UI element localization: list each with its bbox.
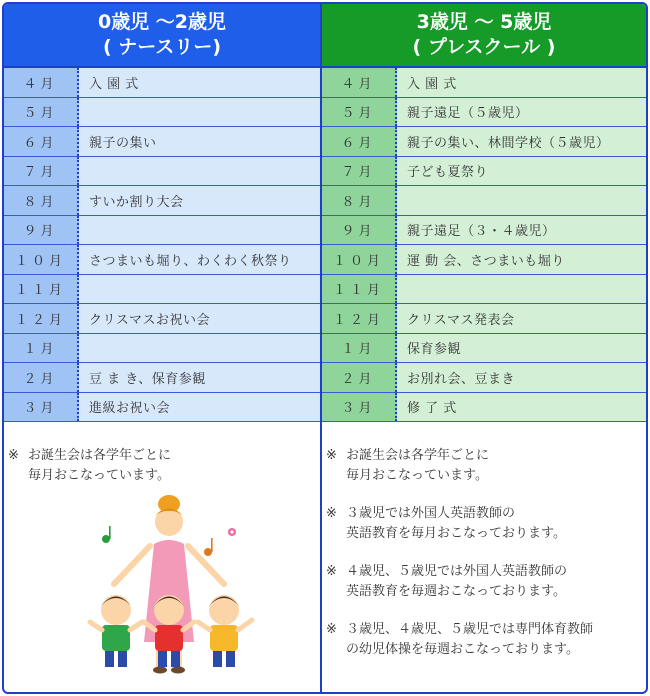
note-line: 英語教育を毎週おこなっております。	[346, 584, 566, 599]
month-row	[322, 68, 646, 98]
month-row	[4, 157, 320, 187]
preschool-month-rows	[322, 68, 646, 422]
event-text	[79, 334, 320, 363]
nursery-subtitle: ( ナースリー)	[102, 36, 222, 58]
month-label: ３月	[322, 393, 397, 422]
month-label: ４月	[322, 68, 397, 97]
event-text: 親子遠足（３・４歳児）	[397, 216, 646, 245]
note-line: 毎月おこなっています。	[28, 468, 170, 483]
month-label: ５月	[322, 98, 397, 127]
month-label: １１月	[4, 275, 79, 304]
event-text: 保育参観	[397, 334, 646, 363]
month-row	[322, 127, 646, 157]
month-label: １０月	[322, 245, 397, 274]
event-text	[397, 275, 646, 304]
event-text: 豆 ま き、保育参観	[79, 363, 320, 392]
music-note-icon	[204, 538, 213, 556]
note-mark: ※	[326, 564, 337, 579]
preschool-note	[322, 562, 646, 602]
event-text: すいか割り大会	[79, 186, 320, 215]
month-row	[4, 363, 320, 393]
month-label: ７月	[4, 157, 79, 186]
month-row	[4, 98, 320, 128]
month-label: ９月	[322, 216, 397, 245]
month-label: ２月	[322, 363, 397, 392]
preschool-note	[322, 620, 646, 660]
note-line: 毎月おこなっています。	[346, 468, 488, 483]
child-green-figure	[90, 595, 142, 667]
nursery-month-rows	[4, 68, 320, 422]
month-row	[322, 304, 646, 334]
child-yellow-figure	[198, 595, 252, 667]
month-label: ４月	[4, 68, 79, 97]
month-row	[322, 275, 646, 305]
month-label: ７月	[322, 157, 397, 186]
teacher-and-children-illustration	[84, 492, 269, 682]
month-row	[322, 216, 646, 246]
month-label: １２月	[4, 304, 79, 333]
note-mark: ※	[326, 622, 337, 637]
nursery-column	[4, 4, 320, 692]
nursery-note	[4, 446, 320, 486]
note-line: ３歳児では外国人英語教師の	[346, 506, 516, 521]
note-mark: ※	[326, 506, 337, 521]
event-text: 運 動 会、さつまいも堀り	[397, 245, 646, 274]
flower-icon	[228, 528, 236, 536]
note-mark: ※	[8, 448, 19, 463]
month-row	[4, 304, 320, 334]
month-row	[4, 216, 320, 246]
event-text: 修 了 式	[397, 393, 646, 422]
music-note-icon	[102, 526, 111, 543]
note-mark: ※	[326, 448, 337, 463]
event-text: 入 園 式	[79, 68, 320, 97]
note-line: の幼児体操を毎週おこなっております。	[346, 642, 579, 657]
note-line: ３歳児、４歳児、５歳児では専門体育教師	[346, 622, 594, 637]
note-line: ４歳児、５歳児では外国人英語教師の	[346, 564, 568, 579]
event-text: 進級お祝い会	[79, 393, 320, 422]
month-label: １１月	[322, 275, 397, 304]
preschool-notes	[322, 424, 646, 678]
month-label: ８月	[322, 186, 397, 215]
nursery-header	[4, 4, 320, 68]
event-text: 入 園 式	[397, 68, 646, 97]
note-line: お誕生会は各学年ごとに	[28, 448, 172, 463]
month-row	[322, 157, 646, 187]
month-row	[4, 275, 320, 305]
month-label: ８月	[4, 186, 79, 215]
month-row	[4, 68, 320, 98]
note-line: 英語教育を毎月おこなっております。	[346, 526, 566, 541]
preschool-column	[322, 4, 646, 692]
event-text	[79, 157, 320, 186]
month-label: １０月	[4, 245, 79, 274]
month-label: １月	[322, 334, 397, 363]
event-text: 親子遠足（５歳児）	[397, 98, 646, 127]
preschool-subtitle: ( プレスクール )	[412, 36, 556, 58]
preschool-title: 3歳児 ～ 5歳児	[416, 11, 552, 33]
event-text: 子ども夏祭り	[397, 157, 646, 186]
preschool-header	[322, 4, 646, 68]
preschool-note	[322, 446, 646, 486]
month-row	[4, 334, 320, 364]
month-row	[322, 393, 646, 423]
note-line: お誕生会は各学年ごとに	[346, 448, 490, 463]
month-row	[4, 245, 320, 275]
month-label: ９月	[4, 216, 79, 245]
month-label: １月	[4, 334, 79, 363]
event-text	[79, 98, 320, 127]
month-label: ６月	[322, 127, 397, 156]
month-label: １２月	[322, 304, 397, 333]
month-label: ２月	[4, 363, 79, 392]
month-row	[322, 186, 646, 216]
month-label: ６月	[4, 127, 79, 156]
event-text: 親子の集い、林間学校（５歳児）	[397, 127, 646, 156]
schedule-table	[2, 2, 648, 694]
event-text: お別れ会、豆まき	[397, 363, 646, 392]
month-row	[322, 363, 646, 393]
event-text	[79, 216, 320, 245]
event-text	[79, 275, 320, 304]
event-text: さつまいも堀り、わくわく秋祭り	[79, 245, 320, 274]
month-label: ５月	[4, 98, 79, 127]
nursery-title: 0歳児 ～2歳児	[97, 11, 227, 33]
event-text: クリスマスお祝い会	[79, 304, 320, 333]
month-row	[4, 127, 320, 157]
month-row	[4, 186, 320, 216]
month-row	[322, 245, 646, 275]
month-label: ３月	[4, 393, 79, 422]
month-row	[4, 393, 320, 423]
event-text: クリスマス発表会	[397, 304, 646, 333]
preschool-note	[322, 504, 646, 544]
event-text	[397, 186, 646, 215]
month-row	[322, 334, 646, 364]
month-row	[322, 98, 646, 128]
event-text: 親子の集い	[79, 127, 320, 156]
